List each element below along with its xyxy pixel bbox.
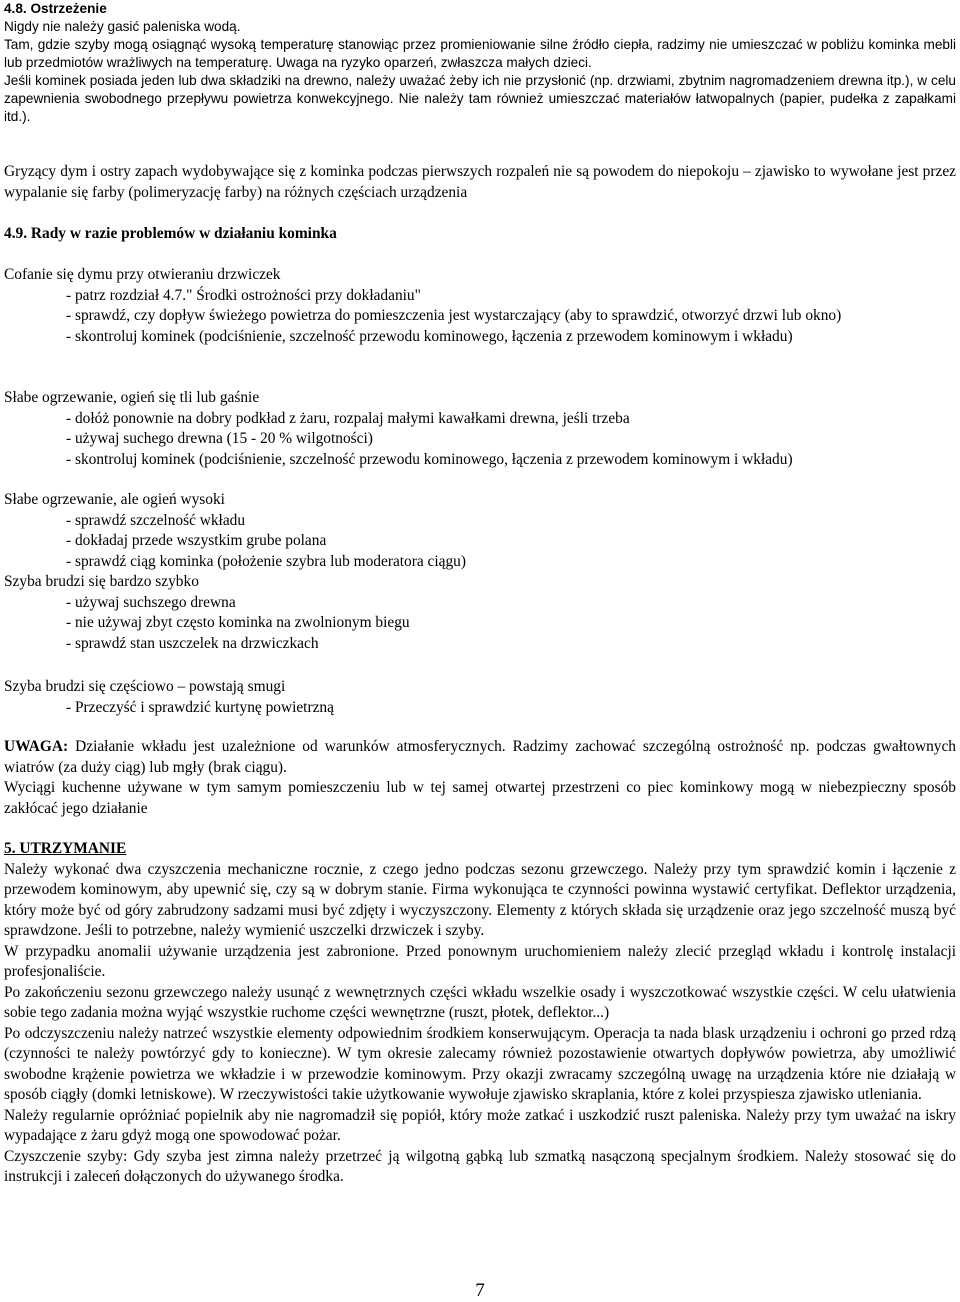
list-item: - sprawdź, czy dopływ świeżego powietrza do pomieszczenia jest wystarczający (aby to sprawdzić, otworzyć drzwi lub okno) — [66, 307, 842, 324]
warning-heading: 4.8. Ostrzeżenie — [4, 1, 107, 16]
maintenance-paragraph: W przypadku anomalii używanie urządzenia jest zabronione. Przed ponownym uruchomieniem należy zlecić przegląd wkładu i kontrolę instalacji profesjonaliście. — [4, 942, 956, 980]
list-item: - dołóż ponownie na dobry podkład z żaru, rozpalaj małymi kawałkami drewna, jeśli trzeba — [66, 409, 630, 427]
list-item: - Przeczyść i sprawdzić kurtynę powietrzną — [66, 698, 334, 716]
warning-para1: Tam, gdzie szyby mogą osiągnąć wysoką temperaturę stanowiąc przez promieniowanie silne źródło ciepła, radzimy nie umieszczać w pobliżu kominka mebli lub przedmiotów wrażliwych na temperaturę. Uwaga na ryzyko oparzeń, zwłaszcza małych dzieci. — [4, 37, 956, 70]
dirty-glass-title: Szyba brudzi się bardzo szybko — [4, 573, 199, 590]
maintenance-paragraph: Po zakończeniu sezonu grzewczego należy usunąć z wewnętrznych części wkładu wszelkie osady i wyszczotkować wszystkie części. W celu ułatwienia sobie tego zadania można wyjąć wszystkie ruchome części wewnętrzne (ruszt, płotek, deflektor...) — [4, 983, 956, 1021]
list-item: - skontroluj kominek (podciśnienie, szczelność przewodu kominowego, łączenia z przewodem kominowym i wkładu) — [66, 327, 793, 345]
smoke-back-block — [4, 265, 956, 347]
uwaga-label: UWAGA: — [4, 738, 69, 755]
list-item: - sprawdź szczelność wkładu — [66, 511, 246, 529]
weak-heating-title: Słabe ogrzewanie, ogień się tli lub gaśnie — [4, 389, 260, 406]
uwaga-text: Działanie wkładu jest uzależnione od warunków atmosferycznych. Radzimy zachować szczególną ostrożność np. podczas gwałtownych wiatrów (za duży ciąg) lub mgły (brak ciągu). — [4, 738, 956, 776]
partial-dirty-block — [4, 677, 956, 718]
list-item: - skontroluj kominek (podciśnienie, szczelność przewodu kominowego, łączenia z przewodem kominowym i wkładu) — [66, 450, 793, 468]
weak-high-title: Słabe ogrzewanie, ale ogień wysoki — [4, 491, 225, 508]
uwaga-para — [4, 737, 956, 778]
section49-heading: 4.9. Rady w razie problemów w działaniu kominka — [4, 225, 337, 242]
list-item: - sprawdź ciąg kominka (położenie szybra lub moderatora ciągu) — [66, 552, 466, 570]
partial-dirty-title: Szyba brudzi się częściowo – powstają smugi — [4, 678, 286, 695]
maintenance-heading: 5. UTRZYMANIE — [4, 840, 127, 857]
smoke-back-title: Cofanie się dymu przy otwieraniu drzwiczek — [4, 266, 281, 283]
weak-heating-block — [4, 388, 956, 470]
uwaga-text2: Wyciągi kuchenne używane w tym samym pomieszczeniu lub w tej samej otwartej przestrzeni co piec kominkowy mogą w niebezpieczny sposób zakłócać jego działanie — [4, 779, 956, 817]
maintenance-block — [4, 839, 956, 1188]
list-item: - patrz rozdział 4.7." Środki ostrożności przy dokładaniu" — [66, 286, 421, 304]
warning-section — [4, 0, 956, 126]
warning-para2: Jeśli kominek posiada jeden lub dwa składziki na drewno, należy uważać żeby ich nie przysłonić (np. drzwiami, zbytnim nagromadzeniem drewna itp.), w celu zapewnienia swobodnego przepływu powietrza konwekcyjnego. Nie należy tam również umieszczać materiałów łatwopalnych (papier, pudełka z zapałkami itd.). — [4, 73, 956, 124]
smoke-note: Gryzący dym i ostry zapach wydobywające się z kominka podczas pierwszych rozpaleń nie są powodem do niepokoju – zjawisko to wywołane jest przez wypalanie się farby (polimeryzację farby) na różnych częściach urządzenia — [4, 163, 956, 201]
uwaga-block — [4, 737, 956, 819]
maintenance-paragraph: Należy regularnie opróżniać popielnik aby nie nagromadził się popiół, który może zatkać i uszkodzić ruszt paleniska. Należy przy tym uważać na iskry wypadające z żaru gdyż mogą one spowodować pożar. — [4, 1106, 956, 1144]
maintenance-paragraph: Po odczyszczeniu należy natrzeć wszystkie elementy odpowiednim środkiem konserwującym. Operacja ta nada blask urządzeniu i ochroni go przed rdzą (czynności te należy powtórzyć gdy to konieczne). W tym okresie zalecamy również pozostawienie otwartych dopływów powietrza, aby umożliwić swobodne krążenie powietrza we wkładzie i w przewodzie kominowym. Przy okazji zwracamy szczególną uwagę na urządzenia które nie działają w sposób ciągły (domki letniskowe). W rzeczywistości takie użytkowanie wywołuje zjawisko skraplania, które z kolei przyspiesza zjawisko utleniania. — [4, 1024, 956, 1103]
list-item: - sprawdź stan uszczelek na drzwiczkach — [66, 634, 319, 652]
maintenance-paragraph: Czyszczenie szyby: Gdy szyba jest zimna należy przetrzeć ją wilgotną gąbką lub szmatką nasączoną specjalnym środkiem. Należy stosować się do instrukcji i zaleceń dołączonych do używanego środka. — [4, 1147, 956, 1185]
page-number: 7 — [475, 1280, 485, 1301]
list-item: - używaj suchszego drewna — [66, 593, 236, 611]
warning-line1: Nigdy nie należy gasić paleniska wodą. — [4, 19, 241, 34]
section49-heading-block — [4, 224, 956, 245]
smoke-note-block — [4, 162, 956, 203]
list-item: - używaj suchego drewna (15 - 20 % wilgotności) — [66, 430, 373, 447]
list-item: - nie używaj zbyt często kominka na zwolnionym biegu — [66, 614, 410, 631]
maintenance-paragraph: Należy wykonać dwa czyszczenia mechaniczne rocznie, z czego jedno podczas sezonu grzewczego. Należy przy tym sprawdzić komin i łączenie z przewodem kominowym, aby upewnić się, czy są w dobrym stanie. Firma wykonująca te czynności powinna wystawić certyfikat. Deflektor urządzenia, który może być od góry zabrudzony sadzami musi być zdjęty i wyczyszczony. Elementy z których składa się urządzenie oraz jego szczelność muszą być sprawdzone. Jeśli to potrzebne, należy wymienić uszczelki drzwiczek i szyby. — [4, 860, 956, 939]
weak-high-block — [4, 490, 956, 654]
list-item: - dokładaj przede wszystkim grube polana — [66, 532, 327, 549]
